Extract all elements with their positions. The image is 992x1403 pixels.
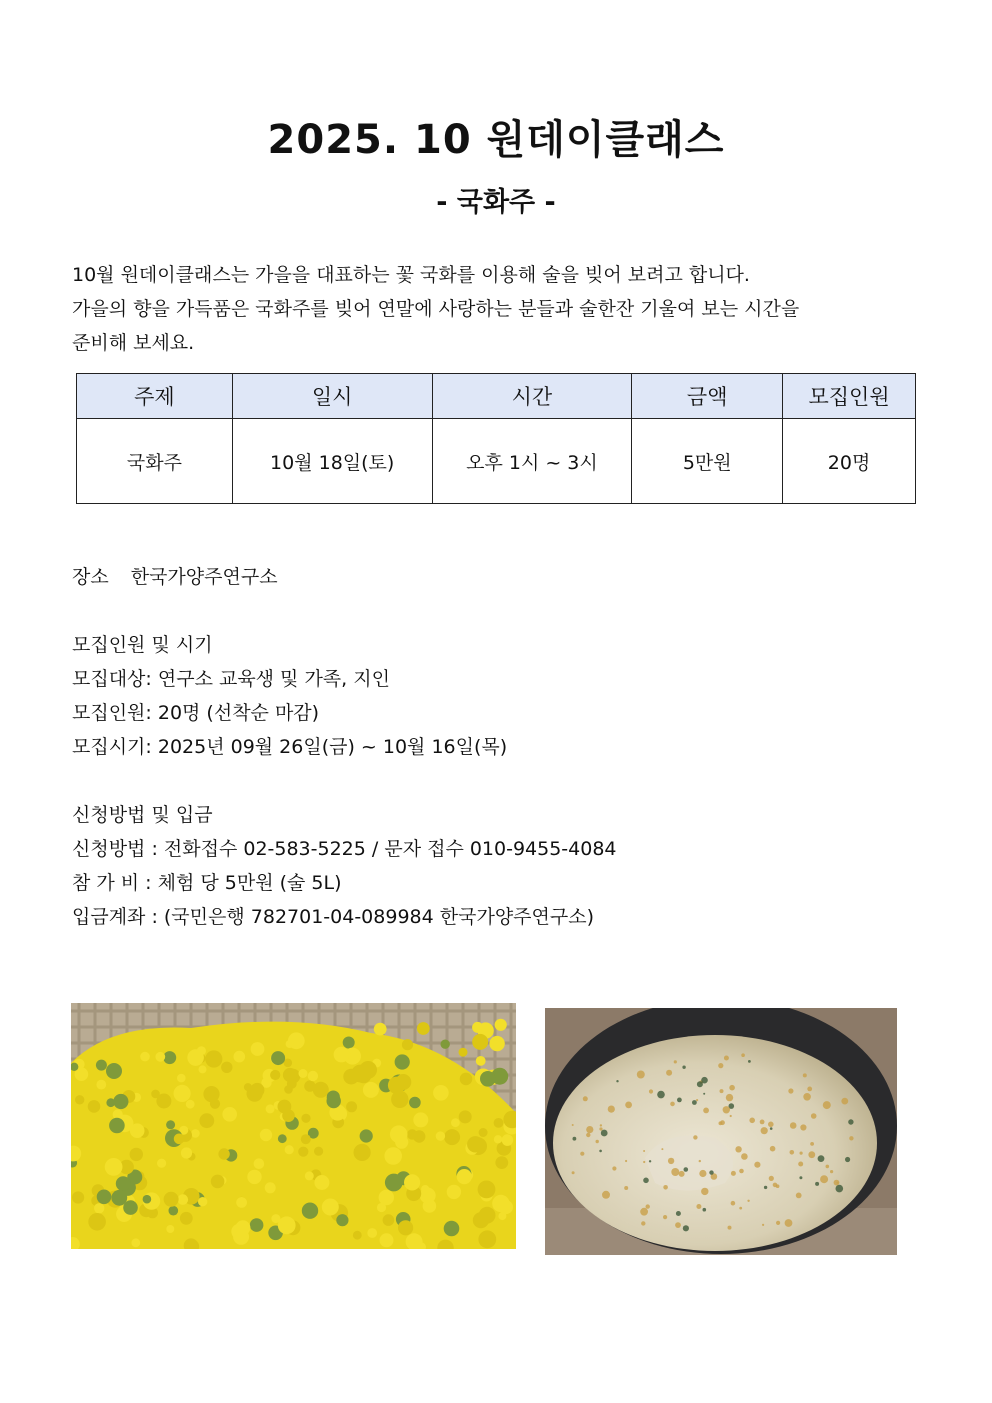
header-date: 일시 xyxy=(232,374,432,419)
header-topic: 주제 xyxy=(77,374,233,419)
intro-line: 10월 원데이클래스는 가을을 대표하는 꽃 국화를 이용해 술을 빚어 보려고 합니다. xyxy=(72,264,750,286)
header-capacity: 모집인원 xyxy=(783,374,916,419)
class-info-table xyxy=(76,373,916,504)
cell-time: 오후 1시 ~ 3시 xyxy=(432,419,632,504)
intro-line: 가을의 향을 가득품은 국화주를 빚어 연말에 사랑하는 분들과 술한잔 기울여 보는 시간을 xyxy=(72,298,800,320)
apply-method: 신청방법 : 전화접수 02-583-5225 / 문자 접수 010-9455-4084 xyxy=(72,838,617,860)
apply-section xyxy=(72,798,617,934)
chrysanthemum-wine-jar-photo xyxy=(545,1008,897,1255)
cell-topic: 국화주 xyxy=(77,419,233,504)
flowers-image xyxy=(71,1003,516,1249)
apply-fee: 참 가 비 : 체험 당 5만원 (술 5L) xyxy=(72,872,342,894)
location-label: 장소 xyxy=(72,566,109,588)
apply-heading: 신청방법 및 입금 xyxy=(72,804,213,826)
intro-line: 준비해 보세요. xyxy=(72,332,195,354)
table-row xyxy=(77,419,916,504)
location-line xyxy=(72,560,278,594)
cell-date: 10월 18일(토) xyxy=(232,419,432,504)
chrysanthemum-flowers-photo xyxy=(71,1003,516,1249)
recruit-section xyxy=(72,628,507,764)
header-price: 금액 xyxy=(632,374,783,419)
page-subtitle: - 국화주 - xyxy=(436,187,556,218)
recruit-count: 모집인원: 20명 (선착순 마감) xyxy=(72,702,320,724)
table-header-row xyxy=(77,374,916,419)
wine-jar-image xyxy=(545,1008,897,1255)
cell-price: 5만원 xyxy=(632,419,783,504)
recruit-heading: 모집인원 및 시기 xyxy=(72,634,213,656)
page-title: 2025. 10 원데이클래스 xyxy=(267,117,725,163)
location-value: 한국가양주연구소 xyxy=(130,566,278,588)
cell-capacity: 20명 xyxy=(783,419,916,504)
apply-account: 입금계좌 : (국민은행 782701-04-089984 한국가양주연구소) xyxy=(72,906,594,928)
recruit-period: 모집시기: 2025년 09월 26일(금) ~ 10월 16일(목) xyxy=(72,736,508,758)
header-time: 시간 xyxy=(432,374,632,419)
recruit-target: 모집대상: 연구소 교육생 및 가족, 지인 xyxy=(72,668,390,690)
intro-paragraph xyxy=(72,258,932,360)
